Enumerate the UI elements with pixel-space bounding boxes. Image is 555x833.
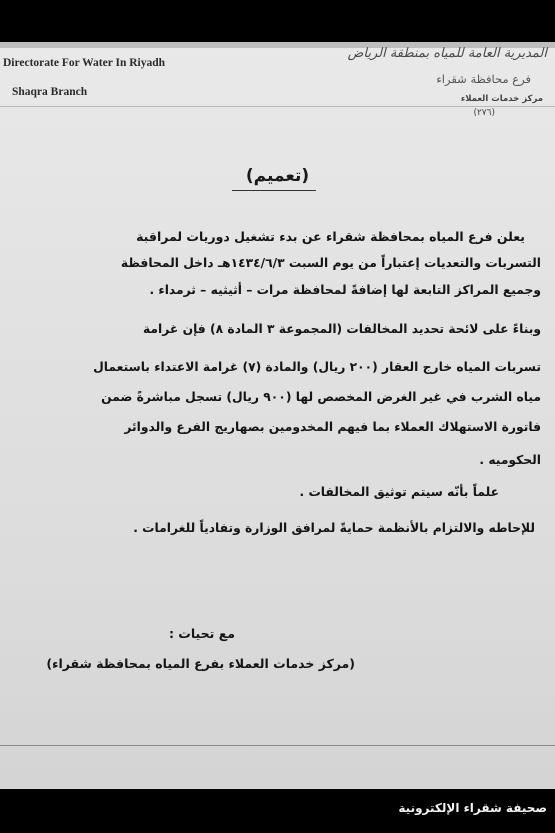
footer-divider bbox=[0, 745, 555, 746]
header-ar-directorate: المديرية العامة للمياه بمنطقة الرياض bbox=[347, 46, 547, 61]
body-line-7: فاتورة الاستهلاك العملاء بما فيهم المخدومين بصهاريج الفرع والدوائر bbox=[124, 420, 541, 434]
body-line-9: علماً بأنّه سيتم توثيق المخالفات . bbox=[299, 485, 499, 499]
header-en-branch: Shaqra Branch bbox=[12, 86, 88, 98]
body-line-1: يعلن فرع المياه بمحافظة شقراء عن بدء تشغيل دوريات لمراقبة bbox=[136, 229, 525, 244]
body-line-6: مياه الشرب في غير الغرض المخصص لها (٩٠٠ ريال) تسجل مباشرةً ضمن bbox=[101, 390, 541, 404]
header-ar-department: مركز خدمات العملاء bbox=[460, 94, 543, 104]
header-divider bbox=[0, 106, 555, 107]
header-en-directorate: Directorate For Water In Riyadh bbox=[3, 57, 166, 69]
header-ar-reference: (٢٧٦) bbox=[473, 108, 495, 118]
newspaper-watermark: صحيفة شقراء الإلكترونية bbox=[398, 801, 547, 815]
body-line-10: للإحاطه والالتزام بالأنظمة حمايةً لمرافق الوزارة وتفادياً للغرامات . bbox=[133, 521, 535, 535]
body-line-5: تسربات المياه خارج العقار (٢٠٠ ريال) والمادة (٧) غرامة الاعتداء باستعمال bbox=[93, 360, 541, 374]
body-line-8: الحكوميه . bbox=[479, 453, 541, 467]
title-underline bbox=[232, 190, 316, 191]
document-title: (تعميم) bbox=[245, 166, 310, 186]
header-ar-branch: فرع محافظة شقراء bbox=[436, 72, 531, 86]
body-line-2: التسربات والتعديات إعتباراً من يوم السبت ١٤٣٤/٦/٣هـ داخل المحافظة bbox=[120, 256, 541, 270]
document-paper bbox=[0, 42, 555, 789]
closing-greeting: مع تحيات : bbox=[168, 626, 235, 641]
closing-signature: (مركز خدمات العملاء بفرع المياه بمحافظة شقراء) bbox=[46, 656, 355, 671]
body-line-3: وجميع المراكز التابعة لها إضافةً لمحافظة مرات – أثيثيه – ثرمداء . bbox=[149, 283, 541, 297]
body-line-4: وبناءً على لائحة تحديد المخالفات (المجموعة ٣ المادة ٨) فإن غرامة bbox=[142, 322, 541, 336]
